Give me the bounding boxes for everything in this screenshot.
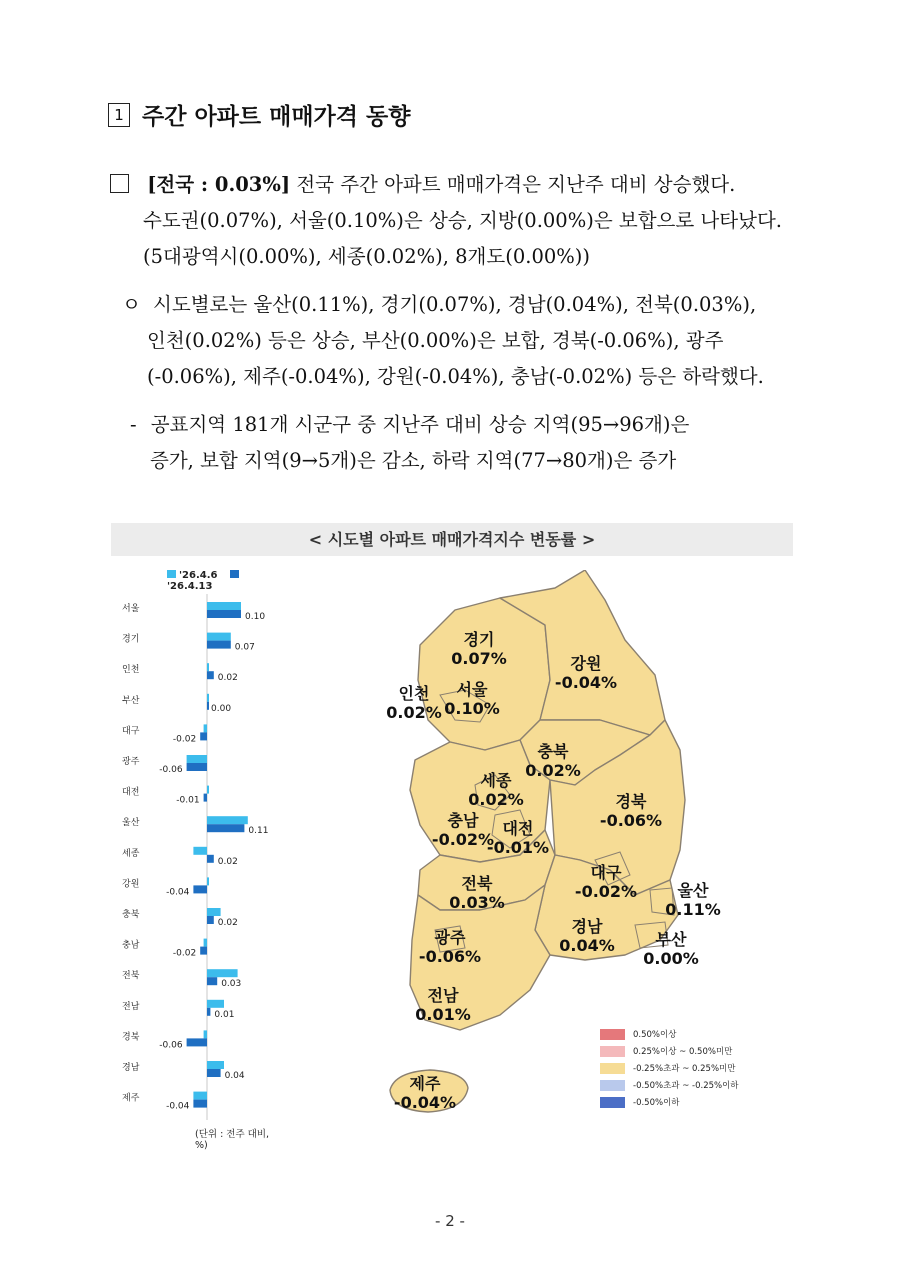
figure-title: < 시도별 아파트 매매가격지수 변동률 > [111, 523, 793, 556]
category-label: 부산 [122, 695, 140, 706]
summary-line-2: 수도권(0.07%), 서울(0.10%)은 상승, 지방(0.00%)은 보합으로 나타났다. [143, 209, 782, 232]
category-label: 전북 [122, 971, 140, 982]
map-key-swatch [600, 1097, 625, 1108]
bar-data-label: 0.10 [245, 612, 266, 622]
dash-bullet: - [130, 413, 137, 436]
bar-series-2 [200, 947, 207, 955]
map-label-gwangju: 광주 -0.06% [418, 928, 482, 966]
bar-data-label: -0.06 [159, 765, 183, 775]
bar-chart-panel [120, 560, 280, 1151]
map-label-gyeonggi: 경기 0.07% [451, 630, 507, 668]
bar-series-2 [207, 1008, 210, 1016]
bar-series-1 [207, 602, 241, 610]
category-label: 광주 [122, 757, 140, 767]
bar-series-2 [207, 610, 241, 618]
bar-series-1 [207, 877, 209, 885]
bar-series-1 [204, 939, 207, 947]
category-label: 대구 [122, 726, 140, 737]
category-label: 경북 [122, 1032, 140, 1043]
bar-series-2 [207, 916, 214, 924]
bar-series-1 [187, 755, 207, 763]
map-label-sejong: 세종 0.02% [468, 771, 524, 809]
bar-data-label: -0.04 [166, 887, 190, 898]
bar-series-2 [193, 1100, 207, 1108]
legend-label-series-1: '26.4.6 [179, 570, 218, 581]
map-key-swatch [600, 1029, 625, 1040]
category-label: 서울 [122, 604, 140, 614]
category-label: 경남 [122, 1063, 140, 1073]
bar-data-label: 0.00 [211, 703, 232, 714]
bar-chart-svg [120, 590, 280, 1120]
map-label-gangwon: 강원 -0.04% [554, 654, 618, 692]
bar-data-label: 0.02 [217, 673, 238, 684]
bar-data-label: -0.02 [172, 948, 197, 959]
checkbox-bullet-icon [110, 174, 129, 193]
map-label-busan: 부산 0.00% [643, 930, 699, 968]
category-label: 전남 [122, 1001, 140, 1012]
category-label: 울산 [122, 818, 140, 829]
circle-bullet: ㅇ [122, 293, 141, 316]
map-key-row-5: -0.50%이하 [600, 1096, 680, 1108]
legend-swatch-series-1 [167, 570, 176, 578]
bar-data-label: 0.03 [221, 979, 242, 990]
map-label-gyeongnam: 경남 0.04% [559, 917, 615, 955]
map-key-row-2: 0.25%이상 ~ 0.50%미만 [600, 1045, 732, 1057]
map-key-row-1: 0.50%이상 [600, 1028, 676, 1040]
bar-data-label: 0.04 [224, 1071, 245, 1081]
map-label-jeonnam: 전남 0.01% [415, 986, 471, 1024]
district-text-1: 공표지역 181개 시군구 중 지난주 대비 상승 지역(95→96개)은 [150, 413, 690, 436]
bar-series-2 [207, 855, 214, 863]
bar-series-1 [207, 816, 248, 824]
bar-data-label: -0.02 [172, 734, 197, 745]
category-label: 경기 [122, 634, 140, 645]
map-key-swatch [600, 1080, 625, 1091]
bar-series-2 [207, 641, 231, 649]
bar-data-label: -0.04 [166, 1101, 190, 1112]
map-label-chungbuk: 충북 0.02% [525, 742, 581, 780]
legend-swatch-series-2 [230, 570, 239, 578]
bar-series-2 [204, 794, 207, 802]
category-label: 세종 [122, 848, 140, 859]
map-label-seoul: 서울 0.10% [444, 680, 500, 718]
bar-series-2 [207, 977, 217, 985]
map-label-daegu: 대구 -0.02% [574, 863, 638, 901]
category-label: 충남 [122, 940, 140, 951]
bar-series-1 [207, 1061, 224, 1069]
bar-data-label: 0.11 [248, 826, 269, 837]
region-line-1 [122, 287, 756, 323]
bar-series-1 [204, 724, 207, 732]
bar-series-1 [207, 663, 209, 671]
bar-series-2 [200, 732, 207, 740]
bar-series-2 [187, 763, 207, 771]
unit-note: (단위 : 전주 대비, %) [195, 1129, 270, 1151]
bar-series-1 [204, 1030, 207, 1038]
category-label: 대전 [122, 787, 140, 798]
category-label: 강원 [122, 879, 140, 890]
district-line-2: 증가, 보합 지역(9→5개)은 감소, 하락 지역(77→80개)은 증가 [150, 449, 677, 472]
map-label-jeju: 제주 -0.04% [393, 1074, 457, 1112]
map-label-gyeongbuk: 경북 -0.06% [599, 792, 663, 830]
bar-series-2 [207, 1069, 221, 1077]
map-key-row-4: -0.50%초과 ~ -0.25%이하 [600, 1079, 739, 1091]
bar-series-2 [207, 702, 209, 710]
summary-text-1: 전국 주간 아파트 매매가격은 지난주 대비 상승했다. [296, 173, 736, 196]
bar-data-label: 0.02 [217, 856, 238, 867]
bar-data-label: -0.06 [159, 1040, 183, 1051]
category-label: 충북 [122, 910, 140, 920]
bar-series-1 [207, 908, 221, 916]
bar-series-1 [207, 633, 231, 641]
bar-series-1 [193, 847, 207, 855]
bar-series-1 [193, 1092, 207, 1100]
section-title: 주간 아파트 매매가격 동향 [142, 104, 411, 130]
bar-data-label: 0.07 [234, 642, 255, 653]
map-label-ulsan: 울산 0.11% [665, 881, 721, 919]
map-key-swatch [600, 1063, 625, 1074]
bar-series-1 [207, 694, 209, 702]
summary-line-1 [110, 167, 735, 203]
category-label: 제주 [122, 1093, 140, 1104]
bar-series-1 [207, 1000, 224, 1008]
chart-legend [167, 570, 280, 592]
map-key-row-3: -0.25%초과 ~ 0.25%미만 [600, 1062, 735, 1074]
region-gyeonggi [418, 598, 550, 750]
map-label-chungnam: 충남 -0.02% [431, 811, 495, 849]
summary-line-3: (5대광역시(0.00%), 세종(0.02%), 8개도(0.00%)) [143, 245, 591, 268]
bar-series-2 [207, 671, 214, 679]
bar-series-1 [207, 969, 238, 977]
map-key-swatch [600, 1046, 625, 1057]
bar-data-label: 0.01 [214, 1009, 235, 1020]
region-line-2: 인천(0.02%) 등은 상승, 부산(0.00%)은 보합, 경북(-0.06%), 광주 [147, 329, 724, 352]
page-number: - 2 - [435, 1212, 465, 1230]
national-rate: [전국 : 0.03%] [147, 173, 291, 196]
region-line-3: (-0.06%), 제주(-0.04%), 강원(-0.04%), 충남(-0.02%) 등은 하락했다. [147, 365, 764, 388]
bar-series-1 [207, 786, 209, 794]
bar-series-2 [193, 885, 207, 893]
bar-series-2 [187, 1038, 207, 1046]
map-label-jeonbuk: 전북 0.03% [449, 874, 505, 912]
category-label: 인천 [122, 665, 140, 676]
bar-data-label: -0.01 [176, 795, 200, 806]
bar-data-label: 0.02 [217, 918, 238, 928]
section-number: 1 [108, 103, 130, 127]
legend-label-series-2: '26.4.13 [167, 581, 213, 592]
map-label-incheon: 인천 0.02% [386, 684, 442, 722]
region-text-1: 시도별로는 울산(0.11%), 경기(0.07%), 경남(0.04%), 전북(0.03%), [153, 293, 757, 316]
bar-series-2 [207, 824, 244, 832]
map-label-daejeon: 대전 -0.01% [486, 819, 550, 857]
section-heading [108, 98, 410, 131]
district-line-1 [130, 407, 689, 443]
